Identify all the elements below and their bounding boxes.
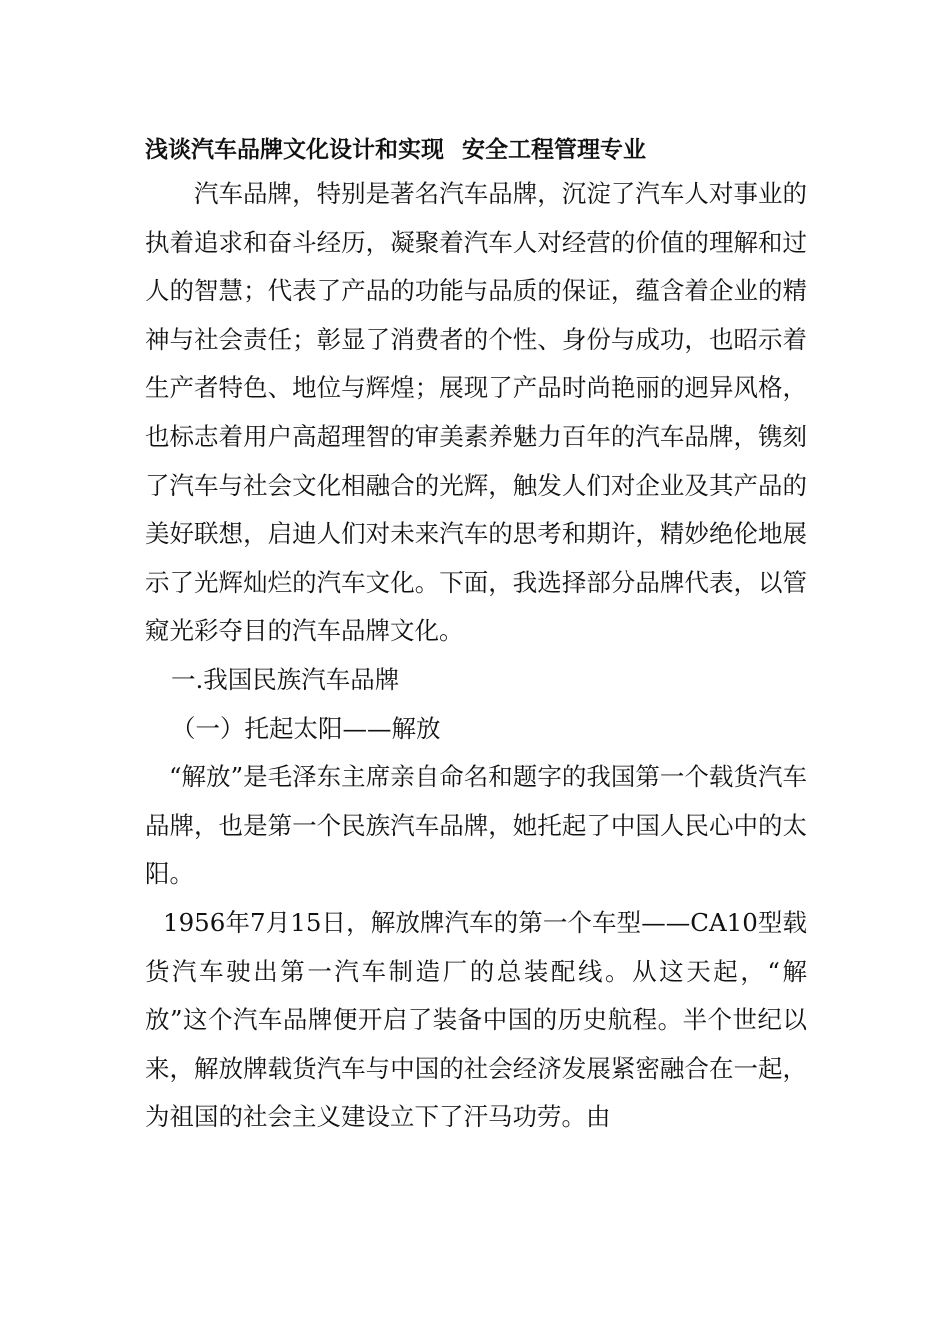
document-body bbox=[145, 130, 807, 1142]
intro-paragraph: 汽车品牌，特别是著名汽车品牌，沉淀了汽车人对事业的执着追求和奋斗经历，凝聚着汽车人对经营的价值的理解和过人的智慧；代表了产品的功能与品质的保证，蕴含着企业的精神与社会责任；彰显了消费者的个性、身份与成功，也昭示着生产者特色、地位与辉煌；展现了产品时尚艳丽的迥异风格，也标志着用户高超理智的审美素养魅力百年的汽车品牌，镌刻了汽车与社会文化相融合的光辉，触发人们对企业及其产品的美好联想，启迪人们对未来汽车的思考和期许，精妙绝伦地展示了光辉灿烂的汽车文化。下面，我选择部分品牌代表，以管窥光彩夺目的汽车品牌文化。 bbox=[145, 179, 807, 646]
title-major: 安全工程管理专业 bbox=[462, 137, 646, 163]
jiefang-history-paragraph: 1956年7月15日，解放牌汽车的第一个车型——CA10型载货汽车驶出第一汽车制造厂的总装配线。从这天起，“解放”这个汽车品牌便开启了装备中国的历史航程。半个世纪以来，解放牌载货汽车与中国的社会经济发展紧密融合在一起，为祖国的社会主义建设立下了汗马功劳。由 bbox=[145, 907, 807, 1132]
title-main: 浅谈汽车品牌文化设计和实现 bbox=[145, 137, 444, 163]
document-title bbox=[145, 130, 807, 170]
subsection-heading: （一）托起太阳——解放 bbox=[171, 713, 441, 743]
section-heading: 一.我国民族汽车品牌 bbox=[171, 664, 400, 694]
jiefang-intro-paragraph: “解放”是毛泽东主席亲自命名和题字的我国第一个载货汽车品牌，也是第一个民族汽车品牌，她托起了中国人民心中的太阳。 bbox=[145, 762, 807, 889]
